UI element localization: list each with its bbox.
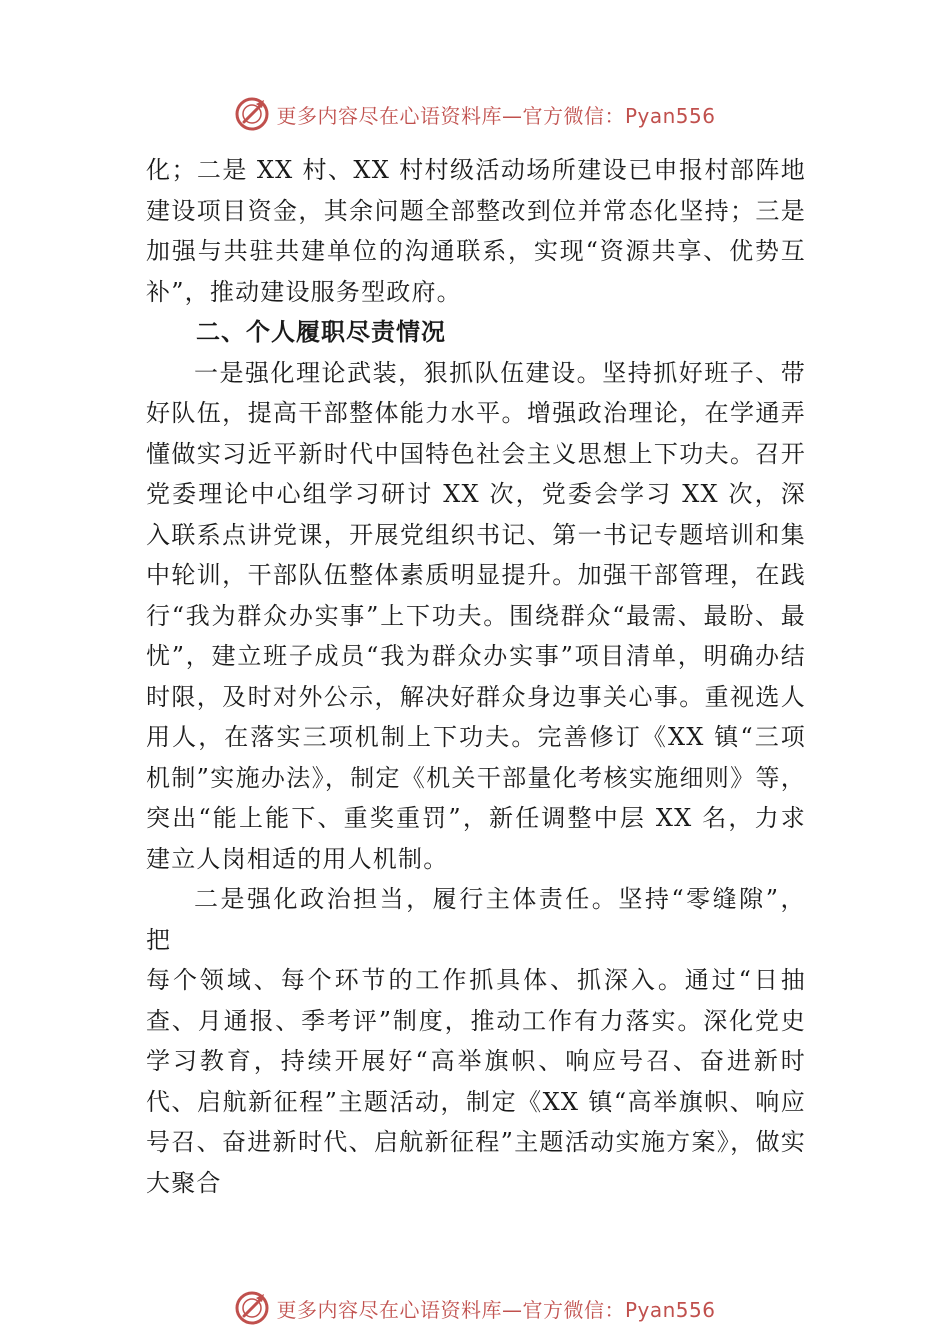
continuation-paragraph: 化；二是 XX 村、XX 村村级活动场所建设已申报村部阵地建设项目资金，其余问题全部整改到位并常态化坚持；三是加强与共驻共建单位的沟通联系，实现“资源共享、优势互补”，推动建设服务型政府。 — [146, 156, 806, 306]
seal-logo-icon — [234, 1290, 270, 1326]
header-watermark — [0, 96, 950, 132]
paragraph-2-first-line: 二是强化政治担当，履行主体责任。坚持“零缝隙”，把 — [146, 885, 806, 954]
footer-watermark-text: 更多内容尽在心语资料库—官方微信：Pyan556 — [276, 1297, 716, 1322]
footer-watermark — [0, 1290, 950, 1326]
paragraph-1: 一是强化理论武装，狠抓队伍建设。坚持抓好班子、带好队伍，提高干部整体能力水平。增强政治理论，在学通弄懂做实习近平新时代中国特色社会主义思想上下功夫。召开党委理论中心组学习研讨 XX 次，党委会学习 XX 次，深入联系点讲党课，开展党组织书记、第一书记专题培训和集中轮训，干部队伍整体素质明显提升。加强干部管理，在践行“我为群众办实事”上下功夫。围绕群众“最需、最盼、最忧”，建立班子成员“我为群众办实事”项目清单，明确办结时限，及时对外公示，解决好群众身边事关心事。重视选人用人，在落实三项机制上下功夫。完善修订《XX 镇“三项机制”实施办法》，制定《机关干部量化考核实施细则》等，突出“能上能下、重奖重罚”，新任调整中层 XX 名，力求建立人岗相适的用人机制。 — [146, 358, 806, 873]
document-body — [146, 150, 806, 1203]
header-watermark-text: 更多内容尽在心语资料库—官方微信：Pyan556 — [276, 103, 716, 128]
seal-logo-icon — [234, 96, 270, 132]
paragraph-2-rest: 每个领域、每个环节的工作抓具体、抓深入。通过“日抽查、月通报、季考评”制度，推动工作有力落实。深化党史学习教育，持续开展好“高举旗帜、响应号召、奋进新时代、启航新征程”主题活动，制定《XX 镇“高举旗帜、响应号召、奋进新时代、启航新征程”主题活动实施方案》，做实大聚合 — [146, 966, 806, 1197]
section-heading: 二、个人履职尽责情况 — [196, 318, 446, 346]
